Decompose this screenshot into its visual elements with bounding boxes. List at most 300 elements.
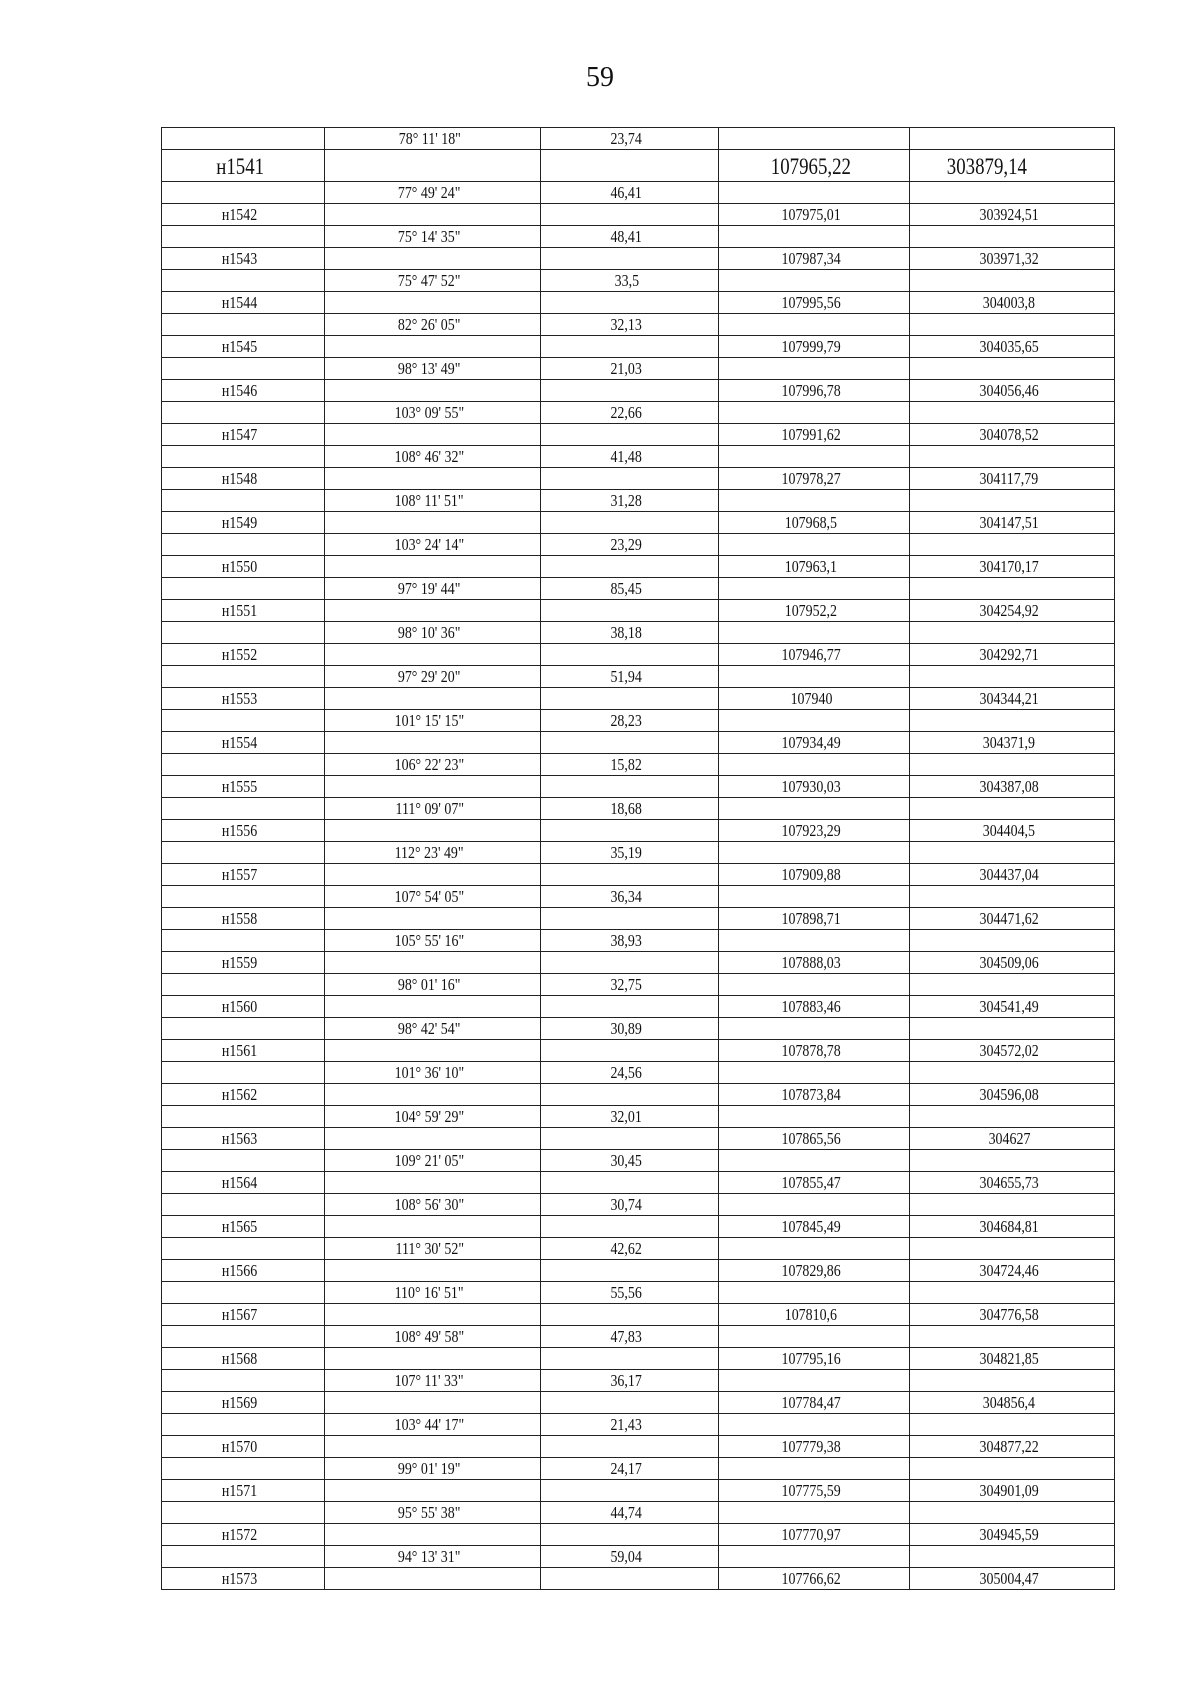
point-name xyxy=(162,380,325,402)
angle-value-text: 94° 13' 31" xyxy=(398,1547,461,1566)
point-name-text: н1558 xyxy=(222,909,258,928)
y-coordinate xyxy=(910,446,1115,468)
point-name xyxy=(162,710,325,732)
x-coordinate-text: 107883,46 xyxy=(781,997,841,1016)
angle-cell xyxy=(325,1568,541,1590)
distance-cell xyxy=(541,996,719,1018)
x-coordinate-text: 107991,62 xyxy=(781,425,841,444)
y-coordinate xyxy=(910,1480,1115,1502)
angle-value xyxy=(325,1238,541,1260)
point-name xyxy=(162,1392,325,1414)
angle-cell xyxy=(325,1260,541,1282)
distance-cell xyxy=(541,1084,719,1106)
angle-value-text: 103° 24' 14" xyxy=(394,535,465,554)
y-coordinate xyxy=(910,908,1115,930)
point-name xyxy=(162,798,325,820)
angle-value-text: 98° 42' 54" xyxy=(398,1019,461,1038)
y-coordinate-text: 304655,73 xyxy=(979,1173,1039,1192)
y-coordinate xyxy=(910,1260,1115,1282)
y-coordinate xyxy=(910,1040,1115,1062)
point-name xyxy=(162,600,325,622)
angle-value-text: 75° 47' 52" xyxy=(398,271,461,290)
angle-value-text: 111° 09' 07" xyxy=(395,799,464,818)
x-coordinate xyxy=(719,908,910,930)
x-coordinate xyxy=(719,1172,910,1194)
angle-value xyxy=(325,1282,541,1304)
point-name xyxy=(162,1216,325,1238)
y-coordinate xyxy=(910,1524,1115,1546)
point-name xyxy=(162,1502,325,1524)
y-coordinate xyxy=(910,864,1115,886)
x-coordinate xyxy=(719,1414,910,1436)
distance-cell xyxy=(541,1040,719,1062)
x-coordinate xyxy=(719,1216,910,1238)
y-coordinate xyxy=(910,424,1115,446)
y-coordinate xyxy=(910,490,1115,512)
x-coordinate xyxy=(719,1018,910,1040)
distance-value xyxy=(541,1238,719,1260)
angle-cell xyxy=(325,1172,541,1194)
angle-value xyxy=(325,1414,541,1436)
x-coordinate xyxy=(719,886,910,908)
x-coordinate xyxy=(719,556,910,578)
point-row xyxy=(162,688,1115,710)
segment-row xyxy=(162,226,1115,248)
angle-value xyxy=(325,1018,541,1040)
angle-cell xyxy=(325,820,541,842)
point-name-text: н1551 xyxy=(222,601,258,620)
distance-value-text: 36,34 xyxy=(610,887,643,906)
y-coordinate xyxy=(910,314,1115,336)
angle-cell xyxy=(325,512,541,534)
point-name xyxy=(162,1436,325,1458)
point-row xyxy=(162,908,1115,930)
x-coordinate-text: 107898,71 xyxy=(781,909,841,928)
y-coordinate xyxy=(910,1304,1115,1326)
distance-value-text: 44,74 xyxy=(610,1503,643,1522)
angle-value xyxy=(325,1194,541,1216)
point-name xyxy=(162,182,325,204)
x-coordinate xyxy=(719,1238,910,1260)
distance-value xyxy=(541,1106,719,1128)
point-name xyxy=(162,1326,325,1348)
point-name xyxy=(162,1128,325,1150)
angle-value-text: 108° 46' 32" xyxy=(394,447,465,466)
point-name xyxy=(162,128,325,150)
point-name xyxy=(162,996,325,1018)
point-row xyxy=(162,1480,1115,1502)
distance-cell xyxy=(541,512,719,534)
point-name-text: н1546 xyxy=(222,381,258,400)
y-coordinate-text: 304596,08 xyxy=(979,1085,1039,1104)
x-coordinate-text: 107999,79 xyxy=(781,337,841,356)
distance-cell xyxy=(541,1480,719,1502)
angle-value xyxy=(325,402,541,424)
x-coordinate-text: 107878,78 xyxy=(781,1041,841,1060)
x-coordinate-text: 107996,78 xyxy=(781,381,841,400)
point-name-text: н1561 xyxy=(222,1041,258,1060)
x-coordinate xyxy=(719,226,910,248)
angle-cell xyxy=(325,1392,541,1414)
x-coordinate-text: 107975,01 xyxy=(781,205,841,224)
y-coordinate xyxy=(910,798,1115,820)
point-row xyxy=(162,512,1115,534)
point-name-text: н1554 xyxy=(222,733,258,752)
x-coordinate xyxy=(719,1084,910,1106)
angle-value xyxy=(325,358,541,380)
angle-value-text: 95° 55' 38" xyxy=(398,1503,461,1522)
y-coordinate-text: 304509,06 xyxy=(979,953,1039,972)
point-name-text: н1549 xyxy=(222,513,258,532)
point-name xyxy=(162,1106,325,1128)
point-name-text: н1565 xyxy=(222,1217,258,1236)
point-name xyxy=(162,776,325,798)
angle-value-text: 107° 11' 33" xyxy=(394,1371,465,1390)
y-coordinate-text: 304724,46 xyxy=(979,1261,1039,1280)
point-name xyxy=(162,622,325,644)
angle-value xyxy=(325,710,541,732)
distance-cell xyxy=(541,248,719,270)
y-coordinate xyxy=(910,1106,1115,1128)
x-coordinate xyxy=(719,1128,910,1150)
point-name-text: н1552 xyxy=(222,645,258,664)
angle-value xyxy=(325,842,541,864)
y-coordinate-text: 304877,22 xyxy=(979,1437,1039,1456)
distance-value-text: 46,41 xyxy=(610,183,643,202)
point-name xyxy=(162,1524,325,1546)
y-coordinate xyxy=(910,732,1115,754)
angle-cell xyxy=(325,1128,541,1150)
distance-value xyxy=(541,314,719,336)
y-coordinate-text: 304035,65 xyxy=(979,337,1039,356)
angle-value-text: 77° 49' 24" xyxy=(398,183,461,202)
point-row xyxy=(162,600,1115,622)
distance-value xyxy=(541,1150,719,1172)
x-coordinate-text: 107766,62 xyxy=(781,1569,841,1588)
angle-cell xyxy=(325,644,541,666)
distance-value-text: 30,74 xyxy=(610,1195,643,1214)
distance-value-text: 32,13 xyxy=(610,315,643,334)
distance-value-text: 38,18 xyxy=(610,623,643,642)
angle-value xyxy=(325,754,541,776)
angle-value-text: 99° 01' 19" xyxy=(398,1459,461,1478)
angle-value xyxy=(325,1150,541,1172)
distance-value xyxy=(541,666,719,688)
y-coordinate xyxy=(910,974,1115,996)
angle-value-text: 101° 36' 10" xyxy=(394,1063,465,1082)
point-name xyxy=(162,1546,325,1568)
angle-value xyxy=(325,534,541,556)
y-coordinate xyxy=(910,1084,1115,1106)
y-coordinate-text: 304254,92 xyxy=(979,601,1039,620)
point-row xyxy=(162,1172,1115,1194)
distance-value xyxy=(541,1370,719,1392)
point-name-text: н1569 xyxy=(222,1393,258,1412)
y-coordinate xyxy=(910,622,1115,644)
distance-value xyxy=(541,886,719,908)
distance-cell xyxy=(541,1128,719,1150)
distance-value-text: 21,43 xyxy=(610,1415,643,1434)
point-name-text: н1550 xyxy=(222,557,258,576)
segment-row xyxy=(162,1106,1115,1128)
point-name xyxy=(162,512,325,534)
distance-cell xyxy=(541,380,719,402)
x-coordinate xyxy=(719,380,910,402)
angle-cell xyxy=(325,1348,541,1370)
point-name xyxy=(162,754,325,776)
point-name-text: н1555 xyxy=(222,777,258,796)
y-coordinate xyxy=(910,600,1115,622)
distance-value xyxy=(541,1414,719,1436)
angle-cell xyxy=(325,292,541,314)
x-coordinate xyxy=(719,644,910,666)
distance-cell xyxy=(541,644,719,666)
coordinates-table xyxy=(161,127,1115,1590)
angle-cell xyxy=(325,600,541,622)
point-name-text: н1560 xyxy=(222,997,258,1016)
angle-cell xyxy=(325,336,541,358)
angle-cell xyxy=(325,776,541,798)
point-name xyxy=(162,1458,325,1480)
point-row xyxy=(162,776,1115,798)
angle-value-text: 75° 14' 35" xyxy=(398,227,461,246)
point-name xyxy=(162,1238,325,1260)
angle-cell xyxy=(325,996,541,1018)
x-coordinate xyxy=(719,1194,910,1216)
y-coordinate xyxy=(910,820,1115,842)
x-coordinate xyxy=(719,1282,910,1304)
point-name-text: н1553 xyxy=(222,689,258,708)
y-coordinate xyxy=(910,1348,1115,1370)
distance-cell xyxy=(541,1172,719,1194)
y-coordinate xyxy=(910,776,1115,798)
distance-value-text: 38,93 xyxy=(610,931,643,950)
point-name-text: н1548 xyxy=(222,469,258,488)
angle-cell xyxy=(325,688,541,710)
x-coordinate-text: 107934,49 xyxy=(781,733,841,752)
point-row xyxy=(162,292,1115,314)
point-name xyxy=(162,1150,325,1172)
distance-value-text: 30,89 xyxy=(610,1019,643,1038)
x-coordinate xyxy=(719,864,910,886)
x-coordinate xyxy=(719,1106,910,1128)
point-row xyxy=(162,1348,1115,1370)
y-coordinate-text: 304572,02 xyxy=(979,1041,1039,1060)
distance-cell xyxy=(541,1568,719,1590)
point-name xyxy=(162,1260,325,1282)
distance-value-text: 41,48 xyxy=(610,447,643,466)
angle-cell xyxy=(325,556,541,578)
y-coordinate-text: 304541,49 xyxy=(979,997,1039,1016)
point-row xyxy=(162,996,1115,1018)
point-name-text: н1570 xyxy=(222,1437,258,1456)
point-name xyxy=(162,446,325,468)
x-coordinate xyxy=(719,820,910,842)
x-coordinate xyxy=(719,1524,910,1546)
distance-value xyxy=(541,446,719,468)
point-name xyxy=(162,150,325,182)
x-coordinate-text: 107968,5 xyxy=(784,513,838,532)
point-name xyxy=(162,1172,325,1194)
angle-value xyxy=(325,622,541,644)
distance-cell xyxy=(541,204,719,226)
angle-value xyxy=(325,1106,541,1128)
distance-value xyxy=(541,754,719,776)
angle-value-text: 98° 13' 49" xyxy=(398,359,461,378)
point-name xyxy=(162,1414,325,1436)
y-coordinate xyxy=(910,886,1115,908)
y-coordinate xyxy=(910,1194,1115,1216)
x-coordinate xyxy=(719,798,910,820)
x-coordinate xyxy=(719,402,910,424)
point-name-text: н1544 xyxy=(222,293,258,312)
point-name xyxy=(162,578,325,600)
angle-value xyxy=(325,446,541,468)
segment-row xyxy=(162,182,1115,204)
segment-row xyxy=(162,358,1115,380)
segment-row xyxy=(162,1414,1115,1436)
point-name xyxy=(162,424,325,446)
segment-row xyxy=(162,1546,1115,1568)
x-coordinate-text: 107829,86 xyxy=(781,1261,841,1280)
x-coordinate-text: 107987,34 xyxy=(781,249,841,268)
angle-cell xyxy=(325,380,541,402)
point-row xyxy=(162,1128,1115,1150)
point-name-text: н1541 xyxy=(216,154,264,179)
x-coordinate-text: 107909,88 xyxy=(781,865,841,884)
angle-value-text: 111° 30' 52" xyxy=(395,1239,464,1258)
distance-value-text: 23,74 xyxy=(610,129,643,148)
distance-value xyxy=(541,1546,719,1568)
distance-value-text: 31,28 xyxy=(610,491,643,510)
x-coordinate xyxy=(719,1062,910,1084)
segment-row xyxy=(162,578,1115,600)
x-coordinate xyxy=(719,1392,910,1414)
point-row xyxy=(162,424,1115,446)
angle-value-text: 103° 44' 17" xyxy=(394,1415,465,1434)
point-row xyxy=(162,1216,1115,1238)
distance-value xyxy=(541,578,719,600)
y-coordinate xyxy=(910,182,1115,204)
y-coordinate-text: 304056,46 xyxy=(979,381,1039,400)
point-name xyxy=(162,1480,325,1502)
x-coordinate xyxy=(719,996,910,1018)
point-name-text: н1547 xyxy=(222,425,258,444)
y-coordinate xyxy=(910,204,1115,226)
point-row xyxy=(162,952,1115,974)
angle-cell xyxy=(325,204,541,226)
distance-cell xyxy=(541,1524,719,1546)
segment-row xyxy=(162,1370,1115,1392)
point-row xyxy=(162,732,1115,754)
point-name-text: н1557 xyxy=(222,865,258,884)
x-coordinate-text: 107865,56 xyxy=(781,1129,841,1148)
x-coordinate xyxy=(719,446,910,468)
angle-value xyxy=(325,1502,541,1524)
point-name xyxy=(162,1568,325,1590)
point-name xyxy=(162,1018,325,1040)
distance-cell xyxy=(541,600,719,622)
x-coordinate-text: 107923,29 xyxy=(781,821,841,840)
distance-cell xyxy=(541,1392,719,1414)
y-coordinate xyxy=(910,842,1115,864)
distance-value xyxy=(541,842,719,864)
y-coordinate xyxy=(910,1502,1115,1524)
segment-row xyxy=(162,1282,1115,1304)
x-coordinate xyxy=(719,578,910,600)
point-name xyxy=(162,908,325,930)
angle-value-text: 98° 01' 16" xyxy=(398,975,461,994)
point-name xyxy=(162,1062,325,1084)
distance-cell xyxy=(541,1348,719,1370)
angle-cell xyxy=(325,1084,541,1106)
point-name xyxy=(162,204,325,226)
distance-value-text: 47,83 xyxy=(610,1327,643,1346)
distance-value-text: 36,17 xyxy=(610,1371,643,1390)
x-coordinate xyxy=(719,1502,910,1524)
segment-row xyxy=(162,1150,1115,1172)
point-name xyxy=(162,490,325,512)
segment-row xyxy=(162,798,1115,820)
distance-value-text: 15,82 xyxy=(610,755,643,774)
x-coordinate xyxy=(719,930,910,952)
x-coordinate xyxy=(719,204,910,226)
point-name-text: н1571 xyxy=(222,1481,258,1500)
point-name xyxy=(162,1370,325,1392)
point-row xyxy=(162,864,1115,886)
angle-cell xyxy=(325,150,541,182)
angle-cell xyxy=(325,732,541,754)
x-coordinate-text: 107888,03 xyxy=(781,953,841,972)
point-row xyxy=(162,1040,1115,1062)
distance-value-text: 22,66 xyxy=(610,403,643,422)
point-name-text: н1566 xyxy=(222,1261,258,1280)
y-coordinate-text: 304627 xyxy=(988,1129,1030,1148)
point-name xyxy=(162,314,325,336)
distance-cell xyxy=(541,776,719,798)
y-coordinate xyxy=(910,1326,1115,1348)
angle-value xyxy=(325,1326,541,1348)
x-coordinate xyxy=(719,1260,910,1282)
x-coordinate xyxy=(719,292,910,314)
x-coordinate-text: 107784,47 xyxy=(781,1393,841,1412)
point-row xyxy=(162,150,1115,182)
angle-value xyxy=(325,666,541,688)
segment-row xyxy=(162,666,1115,688)
x-coordinate-text: 107810,6 xyxy=(784,1305,838,1324)
y-coordinate xyxy=(910,556,1115,578)
segment-row xyxy=(162,446,1115,468)
x-coordinate xyxy=(719,754,910,776)
segment-row xyxy=(162,710,1115,732)
angle-cell xyxy=(325,248,541,270)
x-coordinate-text: 107965,22 xyxy=(770,154,852,179)
distance-value xyxy=(541,1282,719,1304)
angle-value-text: 112° 23' 49" xyxy=(394,843,465,862)
point-name xyxy=(162,556,325,578)
point-name-text: н1572 xyxy=(222,1525,258,1544)
distance-value xyxy=(541,1194,719,1216)
point-name xyxy=(162,1040,325,1062)
y-coordinate xyxy=(910,644,1115,666)
point-name xyxy=(162,666,325,688)
distance-value-text: 24,56 xyxy=(610,1063,643,1082)
distance-value xyxy=(541,1326,719,1348)
point-row xyxy=(162,820,1115,842)
x-coordinate xyxy=(719,1480,910,1502)
point-row xyxy=(162,468,1115,490)
x-coordinate-text: 107775,59 xyxy=(781,1481,841,1500)
